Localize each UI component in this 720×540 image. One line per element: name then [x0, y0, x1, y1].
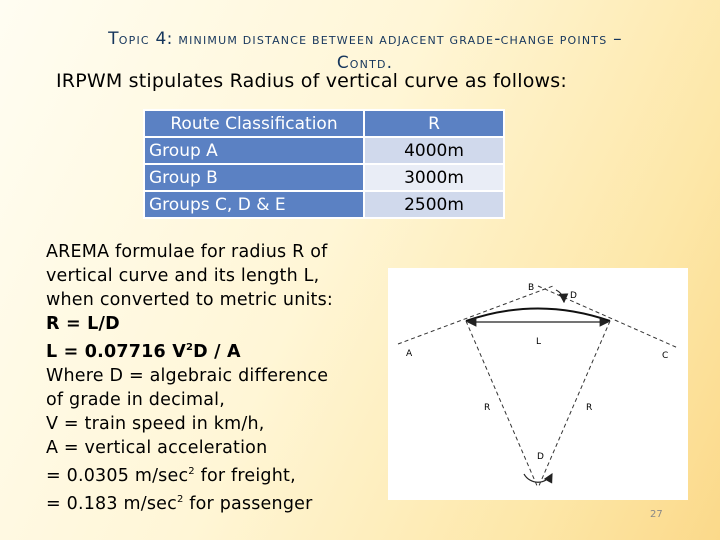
- title-line-1-segment: OPIC: [118, 34, 150, 47]
- body-line: Where D = algebraic difference: [46, 365, 329, 386]
- freight-pre: = 0.0305 m/sec: [46, 465, 189, 486]
- tangent-line-left: [398, 286, 553, 344]
- table-cell-route: Group B: [144, 164, 364, 191]
- slide-title-line-1: [40, 28, 690, 52]
- arema-formula-text: [46, 240, 386, 515]
- page-number: 27: [650, 509, 663, 520]
- slide-title: [40, 28, 690, 76]
- body-line-passenger: [46, 488, 386, 516]
- table-header-route-classification: Route Classification: [144, 110, 364, 137]
- formula-length-sup: 2: [185, 342, 194, 353]
- title-line-2-segment: .: [386, 53, 394, 73]
- formula-length: [46, 336, 386, 364]
- title-line-1-segment: 4:: [149, 29, 179, 49]
- title-line-1-segment: CHANGE POINTS: [500, 34, 608, 47]
- table-header-r: R: [364, 110, 504, 137]
- subtitle: IRPWM stipulates Radius of vertical curve as follows:: [56, 70, 567, 92]
- vertical-curve-svg: [388, 268, 688, 500]
- freight-post: for freight,: [194, 465, 296, 486]
- table-row: [144, 191, 504, 218]
- title-line-1-segment: –: [607, 29, 622, 49]
- label-r-right: R: [586, 403, 593, 413]
- title-line-2-segment: ONTD: [349, 58, 387, 71]
- radius-line-left: [466, 321, 538, 488]
- formula-length-post: D / A: [193, 341, 241, 362]
- radius-table: [143, 109, 505, 219]
- vertical-curve-arc: [466, 309, 610, 322]
- passenger-post: for passenger: [183, 493, 313, 514]
- table-cell-radius: 4000m: [364, 137, 504, 164]
- table-cell-radius: 2500m: [364, 191, 504, 218]
- table-header-row: [144, 110, 504, 137]
- title-line-1-segment: T: [108, 29, 119, 49]
- label-l: L: [536, 337, 542, 347]
- table-cell-route: Group A: [144, 137, 364, 164]
- label-b: B: [528, 283, 535, 293]
- angle-d-bottom-arc: [524, 474, 552, 482]
- passenger-pre: = 0.183 m/sec: [46, 493, 177, 514]
- vertical-curve-diagram: [388, 268, 688, 500]
- label-d-top: D: [570, 291, 577, 301]
- freight-sup: 2: [188, 465, 195, 477]
- table-row: [144, 137, 504, 164]
- formula-radius-text: R = L/D: [46, 314, 120, 334]
- body-line: vertical curve and its length L,: [46, 266, 320, 286]
- table-row: [144, 164, 504, 191]
- body-line: when converted to metric units:: [46, 290, 334, 310]
- radius-line-right: [538, 321, 610, 488]
- body-line: A = vertical acceleration: [46, 437, 268, 458]
- tangent-line-right: [538, 286, 678, 348]
- table-cell-radius: 3000m: [364, 164, 504, 191]
- title-line-1-segment: MINIMUM DISTANCE BETWEEN ADJACENT GRADE: [178, 34, 495, 47]
- title-line-2-segment: C: [336, 53, 350, 73]
- label-a: A: [406, 349, 413, 359]
- body-line-freight: [46, 460, 386, 488]
- label-c: C: [662, 351, 669, 361]
- label-r-left: R: [484, 403, 491, 413]
- formula-length-pre: L = 0.07716 V: [46, 341, 186, 362]
- body-line: V = train speed in km/h,: [46, 413, 265, 434]
- body-line: of grade in decimal,: [46, 389, 225, 410]
- label-d-bottom: D: [537, 452, 544, 462]
- body-line: AREMA formulae for radius R of: [46, 242, 328, 262]
- title-line-1-segment: -: [494, 29, 501, 49]
- table-cell-route: Groups C, D & E: [144, 191, 364, 218]
- formula-radius: [46, 312, 386, 336]
- passenger-sup: 2: [176, 493, 184, 505]
